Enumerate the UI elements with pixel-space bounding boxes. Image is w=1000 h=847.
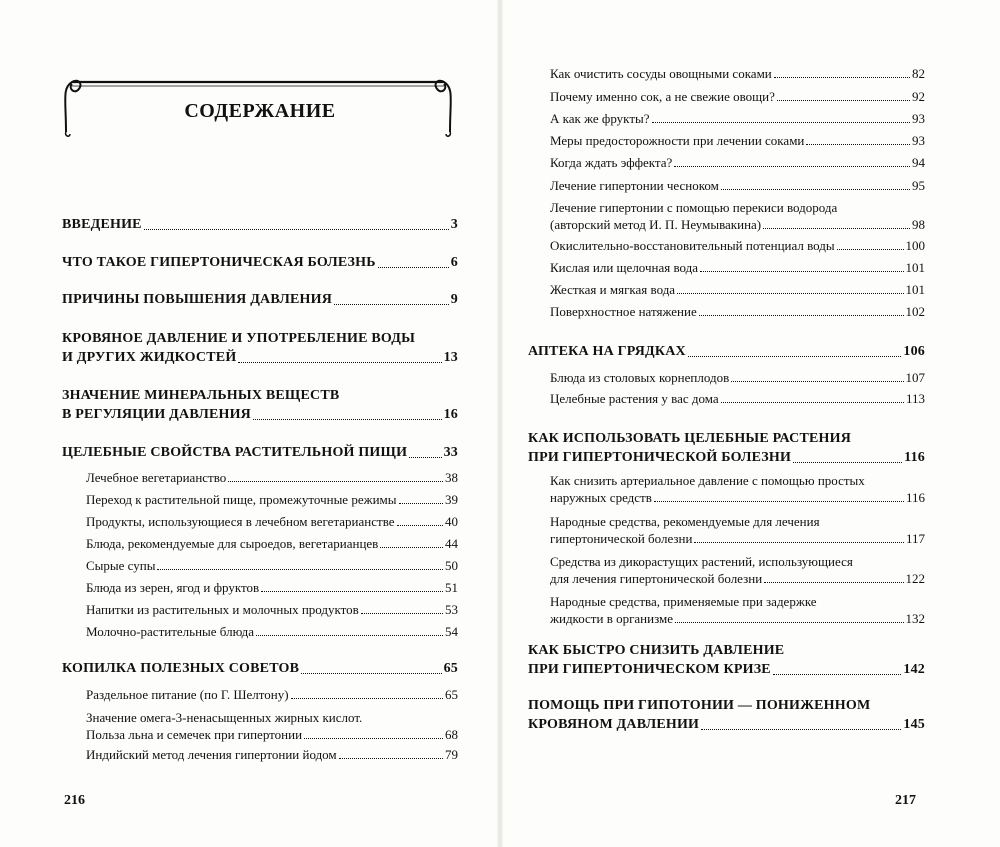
toc-page-number: 50 <box>445 558 458 573</box>
toc-entry-title: Блюда, рекомендуемые для сыроедов, вегетарианцев <box>86 536 379 551</box>
toc-entry-title: Как снизить артериальное давление с помощью простых <box>550 473 865 488</box>
right-toc-entry[interactable] <box>550 303 925 320</box>
toc-entry-title: И ДРУГИХ ЖИДКОСТЕЙ <box>62 350 237 365</box>
toc-entry-title: Лечение гипертонии с помощью перекиси водорода <box>550 200 838 215</box>
left-toc-entry[interactable] <box>86 601 458 618</box>
dot-leader <box>674 166 910 167</box>
toc-page-number: 117 <box>905 531 925 546</box>
dot-leader <box>688 356 902 357</box>
toc-page-number: 40 <box>445 514 458 529</box>
toc-page-number: 107 <box>905 370 925 385</box>
left-toc-entry[interactable] <box>86 469 458 486</box>
right-toc-entry[interactable] <box>528 342 925 361</box>
dot-leader <box>721 189 910 190</box>
dot-leader <box>700 271 903 272</box>
dot-leader <box>731 381 903 382</box>
dot-leader <box>806 144 910 145</box>
toc-page-number: 98 <box>912 217 925 232</box>
toc-entry-title: В РЕГУЛЯЦИИ ДАВЛЕНИЯ <box>62 407 251 422</box>
right-toc-entry[interactable] <box>550 259 925 276</box>
right-toc-entry[interactable] <box>550 472 925 506</box>
right-toc-entry[interactable] <box>550 65 925 82</box>
toc-entry-title: Когда ждать эффекта? <box>550 155 673 170</box>
toc-page-number: 113 <box>905 391 925 406</box>
left-toc-entry[interactable] <box>86 557 458 574</box>
dot-leader <box>837 249 904 250</box>
toc-entry-title: ЦЕЛЕБНЫЕ СВОЙСТВА РАСТИТЕЛЬНОЙ ПИЩИ <box>62 445 408 460</box>
toc-entry-title: Продукты, использующиеся в лечебном вегетарианстве <box>86 514 395 529</box>
toc-entry-title: ПРИ ГИПЕРТОНИЧЕСКОЙ БОЛЕЗНИ <box>528 450 792 465</box>
toc-entry-title: Поверхностное натяжение <box>550 304 697 319</box>
toc-page-number: 142 <box>903 662 925 677</box>
dot-leader <box>409 457 441 458</box>
toc-page-number: 16 <box>443 407 458 422</box>
right-toc-entry[interactable] <box>550 553 925 587</box>
dot-leader <box>238 362 441 363</box>
toc-title: СОДЕРЖАНИЕ <box>184 100 336 122</box>
dot-leader <box>228 481 443 482</box>
toc-page-number: 95 <box>912 178 925 193</box>
dot-leader <box>253 419 442 420</box>
left-toc-entry[interactable] <box>86 513 458 530</box>
toc-entry-title: гипертонической болезни <box>550 531 693 546</box>
toc-page-number: 101 <box>905 260 925 275</box>
dot-leader <box>773 674 902 675</box>
dot-leader <box>721 402 904 403</box>
left-toc-entry[interactable] <box>86 579 458 596</box>
dot-leader <box>699 315 904 316</box>
left-toc-entry[interactable] <box>86 709 458 743</box>
toc-page-number: 65 <box>443 661 458 676</box>
toc-entry-title: АПТЕКА НА ГРЯДКАХ <box>528 344 686 359</box>
toc-entry-title: ПОМОЩЬ ПРИ ГИПОТОНИИ — ПОНИЖЕННОМ <box>528 698 871 713</box>
toc-page-number: 33 <box>443 445 458 460</box>
right-toc-entry[interactable] <box>550 369 925 386</box>
toc-page-number: 132 <box>905 611 925 626</box>
left-toc-entry[interactable] <box>62 659 458 678</box>
dot-leader <box>378 267 449 268</box>
dot-leader <box>256 635 443 636</box>
toc-page-number: 94 <box>912 155 925 170</box>
toc-entry-title: А как же фрукты? <box>550 111 650 126</box>
left-toc-entry[interactable] <box>62 253 458 272</box>
toc-entry-title: наружных средств <box>550 490 652 505</box>
left-toc-entry[interactable] <box>62 329 458 367</box>
toc-entry-title: ЧТО ТАКОЕ ГИПЕРТОНИЧЕСКАЯ БОЛЕЗНЬ <box>62 255 376 270</box>
dot-leader <box>777 100 910 101</box>
dot-leader <box>157 569 443 570</box>
toc-entry-title: Лечение гипертонии чесноком <box>550 178 719 193</box>
toc-entry-title: (авторский метод И. П. Неумывакина) <box>550 217 762 232</box>
toc-page-number: 93 <box>912 111 925 126</box>
toc-entry-title: ВВЕДЕНИЕ <box>62 217 142 232</box>
toc-page-number: 38 <box>445 470 458 485</box>
right-toc-entry[interactable] <box>550 593 925 627</box>
toc-entry-title: Блюда из зерен, ягод и фруктов <box>86 580 260 595</box>
left-toc-entry[interactable] <box>86 686 458 703</box>
toc-entry-title: Напитки из растительных и молочных продуктов <box>86 602 359 617</box>
toc-page-number: 100 <box>905 238 925 253</box>
toc-entry-title: Лечебное вегетарианство <box>86 470 227 485</box>
right-toc-entry[interactable] <box>528 641 925 679</box>
dot-leader <box>652 122 910 123</box>
toc-entry-title: КОПИЛКА ПОЛЕЗНЫХ СОВЕТОВ <box>62 661 300 676</box>
left-toc-entry[interactable] <box>86 535 458 552</box>
toc-entry-title: Окислительно-восстановительный потенциал воды <box>550 238 835 253</box>
toc-page-number: 82 <box>912 66 925 81</box>
dot-leader <box>793 462 902 463</box>
toc-page-number: 54 <box>445 624 458 639</box>
left-toc-entry[interactable] <box>86 623 458 640</box>
toc-page-number: 122 <box>905 571 925 586</box>
toc-entry-title: Народные средства, применяемые при задержке <box>550 594 817 609</box>
dot-leader <box>701 729 901 730</box>
toc-entry-title: для лечения гипертонической болезни <box>550 571 763 586</box>
right-toc-entry[interactable] <box>550 88 925 105</box>
toc-page-number: 93 <box>912 133 925 148</box>
toc-entry-title: КАК ИСПОЛЬЗОВАТЬ ЦЕЛЕБНЫЕ РАСТЕНИЯ <box>528 431 852 446</box>
toc-entry-title: Сырые супы <box>86 558 156 573</box>
left-toc-entry[interactable] <box>62 386 458 424</box>
toc-page-number: 79 <box>445 747 458 762</box>
dot-leader <box>291 698 443 699</box>
dot-leader <box>380 547 443 548</box>
toc-entry-title: Как очистить сосуды овощными соками <box>550 66 772 81</box>
toc-entry-title: Средства из дикорастущих растений, использующиеся <box>550 554 853 569</box>
right-toc-entry[interactable] <box>550 281 925 298</box>
toc-page-number: 51 <box>445 580 458 595</box>
toc-entry-title: ПРИ ГИПЕРТОНИЧЕСКОМ КРИЗЕ <box>528 662 771 677</box>
toc-page-number: 116 <box>905 490 925 505</box>
toc-page-number: 44 <box>445 536 458 551</box>
dot-leader <box>144 229 449 230</box>
left-toc-entry[interactable] <box>62 443 458 462</box>
left-toc-entry[interactable] <box>62 215 458 234</box>
dot-leader <box>261 591 443 592</box>
toc-entry-title: ЗНАЧЕНИЕ МИНЕРАЛЬНЫХ ВЕЩЕСТВ <box>62 388 340 403</box>
toc-entry-title: Индийский метод лечения гипертонии йодом <box>86 747 337 762</box>
dot-leader <box>654 501 904 502</box>
toc-page-number: 101 <box>905 282 925 297</box>
right-page-number: 217 <box>895 793 916 808</box>
left-toc-entry[interactable] <box>86 746 458 763</box>
right-toc-entry[interactable] <box>528 696 925 734</box>
toc-entry-title: Жесткая и мягкая вода <box>550 282 676 297</box>
toc-page-number: 92 <box>912 89 925 104</box>
dot-leader <box>774 77 910 78</box>
toc-page-number: 102 <box>905 304 925 319</box>
toc-page-number: 116 <box>904 450 925 465</box>
toc-entry-title: Значение омега-3-ненасыщенных жирных кислот. <box>86 710 363 725</box>
left-page-number: 216 <box>64 793 85 808</box>
toc-entry-title: Переход к растительной пище, промежуточные режимы <box>86 492 397 507</box>
right-toc-entry[interactable] <box>550 237 925 254</box>
right-toc-entry[interactable] <box>550 154 925 171</box>
toc-page-number: 145 <box>903 717 925 732</box>
toc-page-number: 9 <box>450 292 458 307</box>
right-toc-entry[interactable] <box>550 199 925 233</box>
toc-entry-title: КАК БЫСТРО СНИЗИТЬ ДАВЛЕНИЕ <box>528 643 785 658</box>
right-toc-entry[interactable] <box>550 177 925 194</box>
toc-page-number: 6 <box>450 255 458 270</box>
toc-page-number: 13 <box>443 350 458 365</box>
right-toc-entry[interactable] <box>528 429 925 467</box>
toc-entry-title: Польза льна и семечек при гипертонии <box>86 727 303 742</box>
left-toc-entry[interactable] <box>86 491 458 508</box>
dot-leader <box>763 228 910 229</box>
right-toc-entry[interactable] <box>550 390 925 407</box>
toc-entry-title: Целебные растения у вас дома <box>550 391 719 406</box>
toc-entry-title: Раздельное питание (по Г. Шелтону) <box>86 687 289 702</box>
toc-page-number: 39 <box>445 492 458 507</box>
right-page <box>500 0 1000 847</box>
toc-page-number: 68 <box>445 727 458 742</box>
left-toc-entry[interactable] <box>62 290 458 309</box>
dot-leader <box>334 304 449 305</box>
dot-leader <box>694 542 904 543</box>
toc-entry-title: Меры предосторожности при лечении соками <box>550 133 805 148</box>
dot-leader <box>397 525 443 526</box>
toc-page-number: 106 <box>903 344 925 359</box>
toc-page-number: 3 <box>450 217 458 232</box>
toc-entry-title: Блюда из столовых корнеплодов <box>550 370 730 385</box>
dot-leader <box>339 758 443 759</box>
toc-entry-title: жидкости в организме <box>550 611 674 626</box>
dot-leader <box>304 738 443 739</box>
dot-leader <box>764 582 903 583</box>
dot-leader <box>677 293 903 294</box>
dot-leader <box>399 503 443 504</box>
toc-entry-title: КРОВЯНОМ ДАВЛЕНИИ <box>528 717 700 732</box>
toc-entry-title: ПРИЧИНЫ ПОВЫШЕНИЯ ДАВЛЕНИЯ <box>62 292 333 307</box>
dot-leader <box>301 673 441 674</box>
right-toc-entry[interactable] <box>550 110 925 127</box>
toc-entry-title: Почему именно сок, а не свежие овощи? <box>550 89 775 104</box>
toc-page-number: 53 <box>445 602 458 617</box>
toc-entry-title: КРОВЯНОЕ ДАВЛЕНИЕ И УПОТРЕБЛЕНИЕ ВОДЫ <box>62 331 416 346</box>
right-toc-entry[interactable] <box>550 132 925 149</box>
toc-page-number: 65 <box>445 687 458 702</box>
toc-entry-title: Кислая или щелочная вода <box>550 260 699 275</box>
toc-entry-title: Народные средства, рекомендуемые для лечения <box>550 514 820 529</box>
dot-leader <box>361 613 443 614</box>
right-toc-entry[interactable] <box>550 513 925 547</box>
toc-entry-title: Молочно-растительные блюда <box>86 624 255 639</box>
dot-leader <box>675 622 903 623</box>
